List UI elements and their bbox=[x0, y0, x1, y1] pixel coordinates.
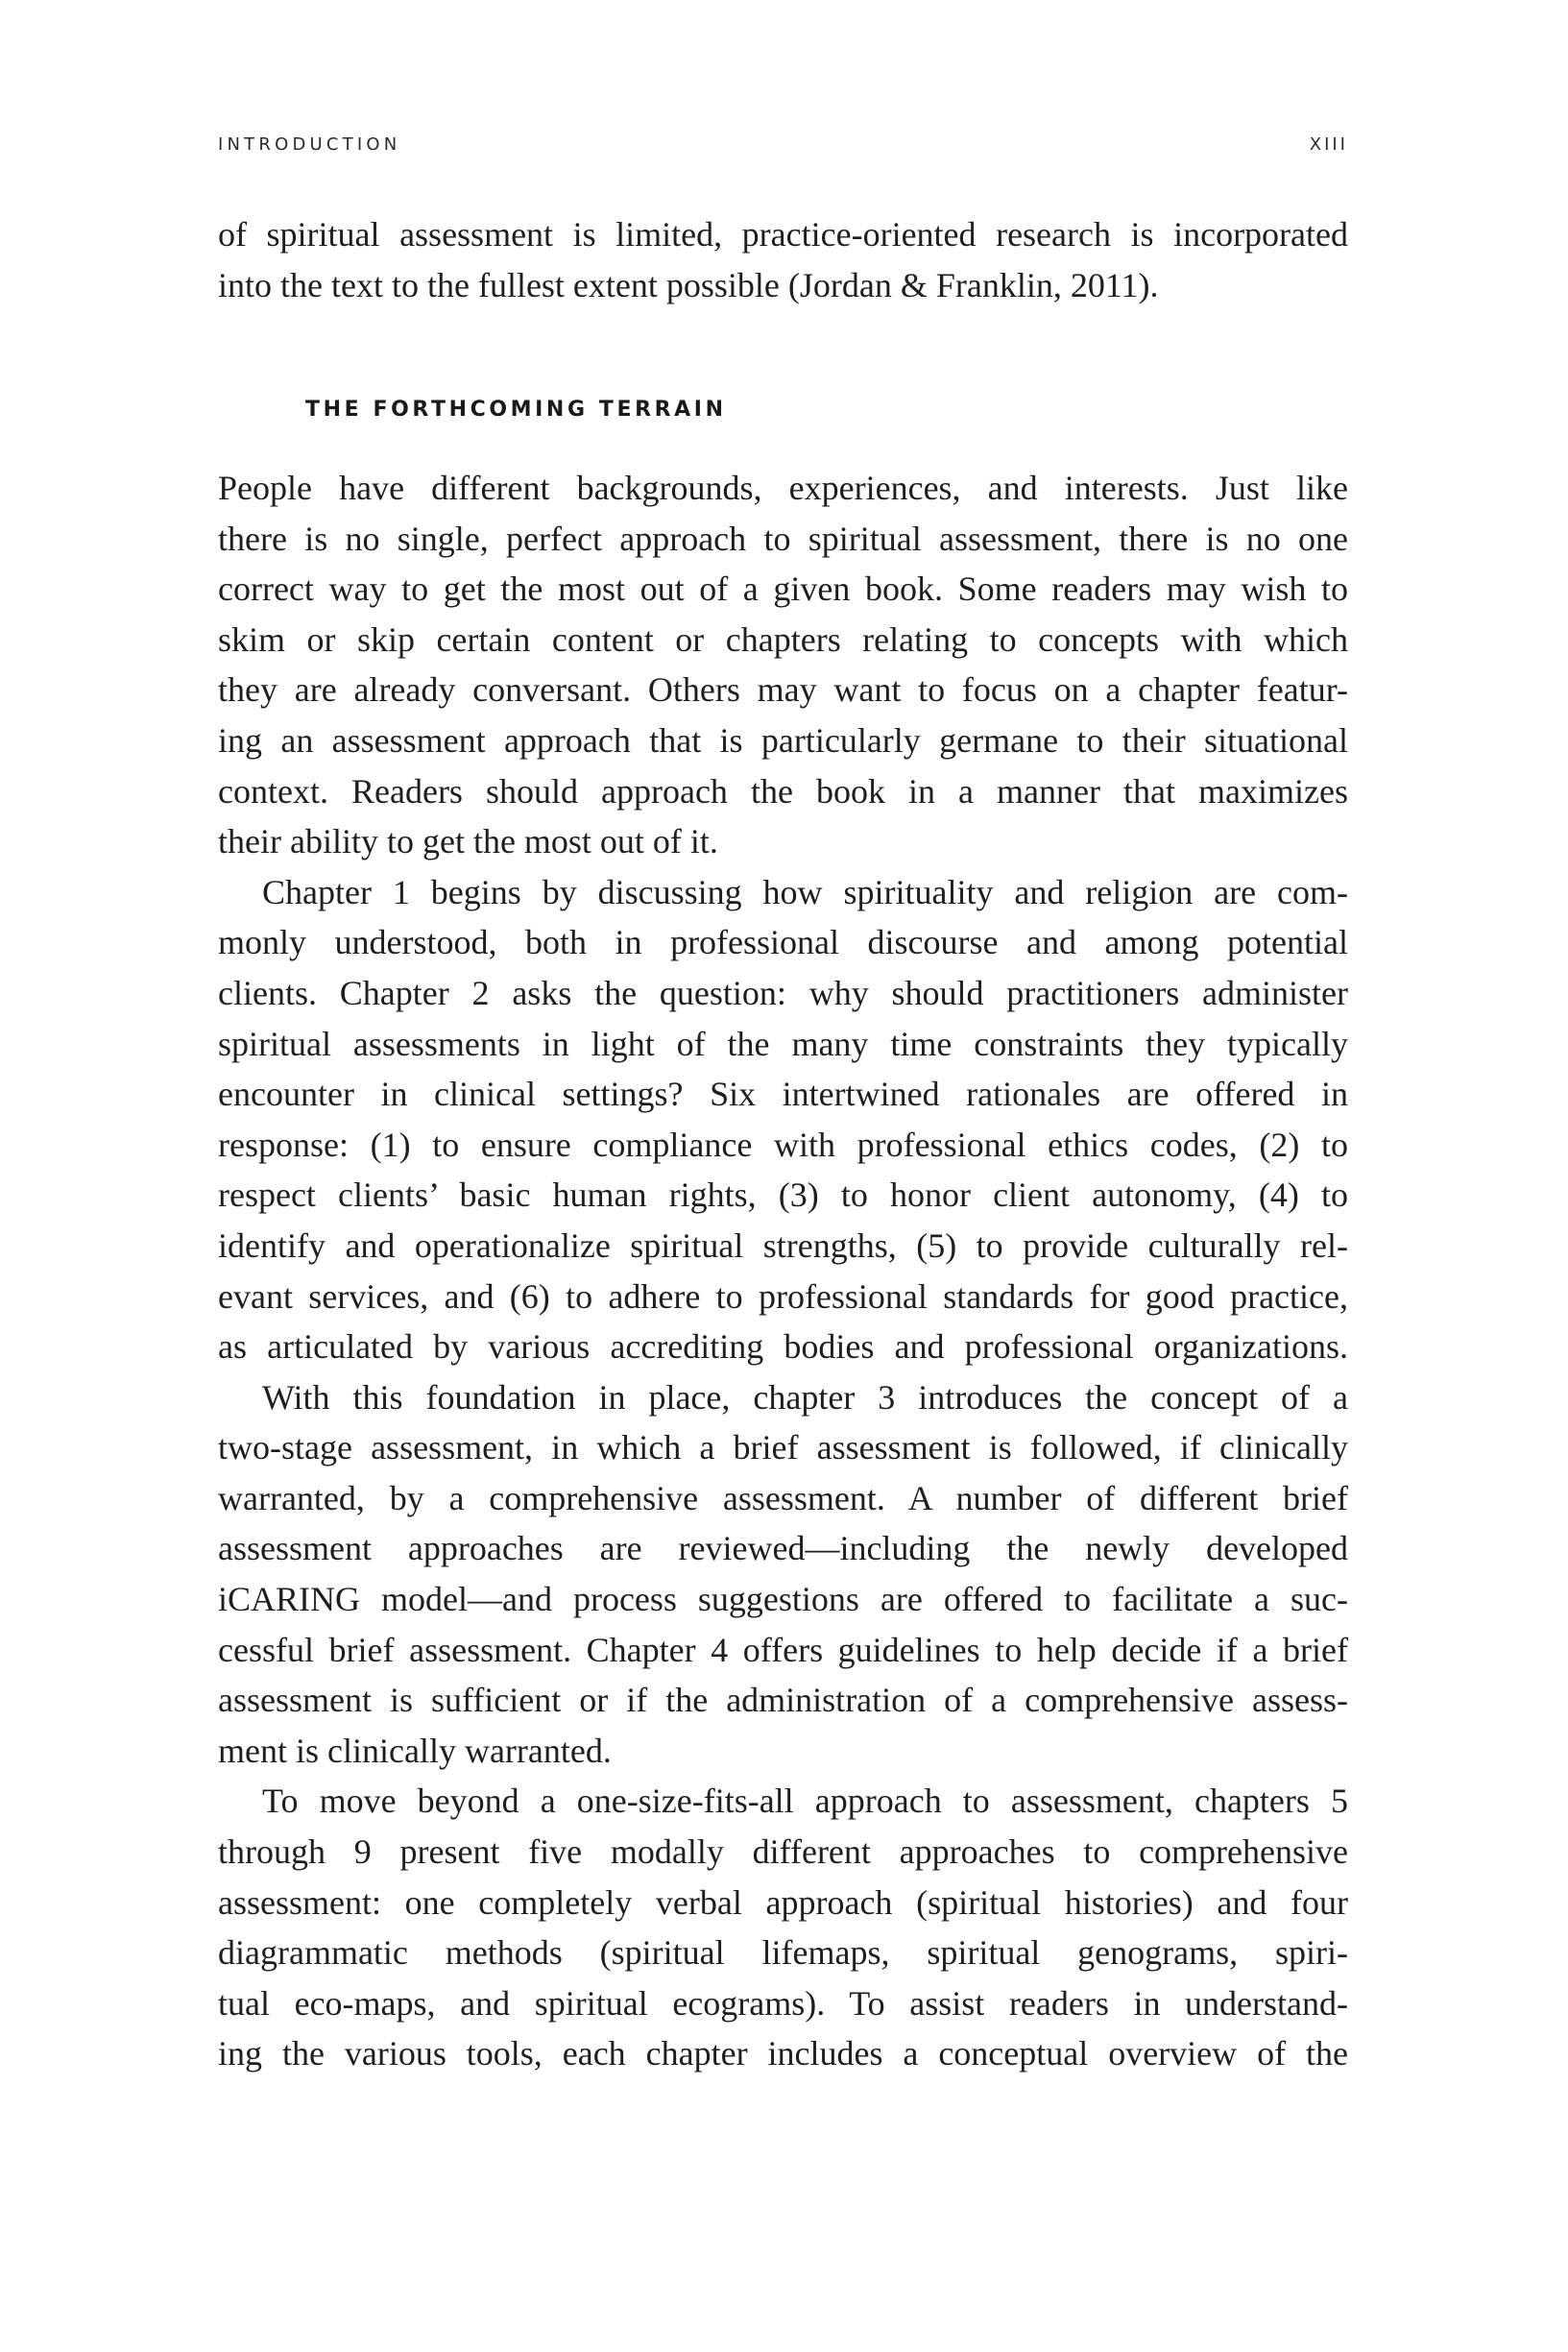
text-line: respect clients’ basic human rights, (3) to honor client autonomy, (4) to bbox=[218, 1176, 1348, 1215]
section-heading: THE FORTHCOMING TERRAIN bbox=[305, 398, 727, 422]
text-line: ing the various tools, each chapter includes a conceptual overview of the bbox=[218, 2034, 1348, 2073]
text-line: cessful brief assessment. Chapter 4 offers guidelines to help decide if a brief bbox=[218, 1630, 1348, 1669]
text-line: tual eco-maps, and spiritual ecograms). To assist readers in understand- bbox=[218, 1983, 1348, 2023]
running-head bbox=[218, 134, 1348, 159]
text-line: warranted, by a comprehensive assessment. A number of different brief bbox=[218, 1478, 1348, 1517]
text-line: monly understood, both in professional discourse and among potential bbox=[218, 923, 1348, 962]
text-line: two-stage assessment, in which a brief assessment is followed, if clinically bbox=[218, 1428, 1348, 1467]
section-body bbox=[218, 463, 1348, 2079]
text-line: correct way to get the most out of a given book. Some readers may wish to bbox=[218, 570, 1348, 609]
paragraph-1 bbox=[218, 463, 1348, 867]
text-line: Chapter 1 begins by discussing how spirituality and religion are com- bbox=[262, 872, 1348, 911]
text-line: their ability to get the most out of it. bbox=[218, 822, 718, 861]
paragraph-2 bbox=[218, 867, 1348, 1372]
text-line: clients. Chapter 2 asks the question: why should practitioners administer bbox=[218, 973, 1348, 1012]
text-line: of spiritual assessment is limited, practice-oriented research is incorporated bbox=[218, 215, 1348, 254]
text-line: encounter in clinical settings? Six intertwined rationales are offered in bbox=[218, 1075, 1348, 1114]
text-line: With this foundation in place, chapter 3 introduces the concept of a bbox=[262, 1377, 1348, 1417]
intro-paragraph bbox=[218, 209, 1348, 310]
text-line: diagrammatic methods (spiritual lifemaps, spiritual genograms, spiri- bbox=[218, 1933, 1348, 1973]
paragraph-4 bbox=[218, 1776, 1348, 2079]
text-line: as articulated by various accrediting bodies and professional organizations. bbox=[218, 1327, 1348, 1367]
text-line: skim or skip certain content or chapters relating to concepts with which bbox=[218, 619, 1348, 659]
text-line: they are already conversant. Others may want to focus on a chapter featur- bbox=[218, 670, 1348, 710]
text-line: spiritual assessments in light of the many time constraints they typically bbox=[218, 1024, 1348, 1063]
text-line: through 9 present five modally different approaches to comprehensive bbox=[218, 1832, 1348, 1872]
text-line: assessment is sufficient or if the administration of a comprehensive assess- bbox=[218, 1681, 1348, 1720]
paragraph-3 bbox=[218, 1372, 1348, 1777]
text-line: assessment approaches are reviewed—including the newly developed bbox=[218, 1529, 1348, 1568]
text-line: into the text to the fullest extent possible (Jordan & Franklin, 2011). bbox=[218, 265, 1159, 304]
text-line: evant services, and (6) to adhere to professional standards for good practice, bbox=[218, 1276, 1348, 1316]
running-head-section: INTRODUCTION bbox=[218, 134, 401, 155]
text-line: iCARING model—and process suggestions are offered to facilitate a suc- bbox=[218, 1580, 1348, 1619]
text-line: response: (1) to ensure compliance with professional ethics codes, (2) to bbox=[218, 1125, 1348, 1164]
text-line: ing an assessment approach that is particularly germane to their situational bbox=[218, 720, 1348, 760]
text-line: ment is clinically warranted. bbox=[218, 1731, 612, 1770]
page-number: XIII bbox=[1309, 134, 1348, 155]
text-line: there is no single, perfect approach to spiritual assessment, there is no one bbox=[218, 519, 1348, 558]
text-line: People have different backgrounds, experiences, and interests. Just like bbox=[218, 469, 1348, 507]
text-line: context. Readers should approach the book in a manner that maximizes bbox=[218, 771, 1348, 811]
text-line: identify and operationalize spiritual strengths, (5) to provide culturally rel- bbox=[218, 1225, 1348, 1265]
text-line: assessment: one completely verbal approach (spiritual histories) and four bbox=[218, 1882, 1348, 1922]
text-line: To move beyond a one-size-fits-all approach to assessment, chapters 5 bbox=[262, 1782, 1348, 1821]
